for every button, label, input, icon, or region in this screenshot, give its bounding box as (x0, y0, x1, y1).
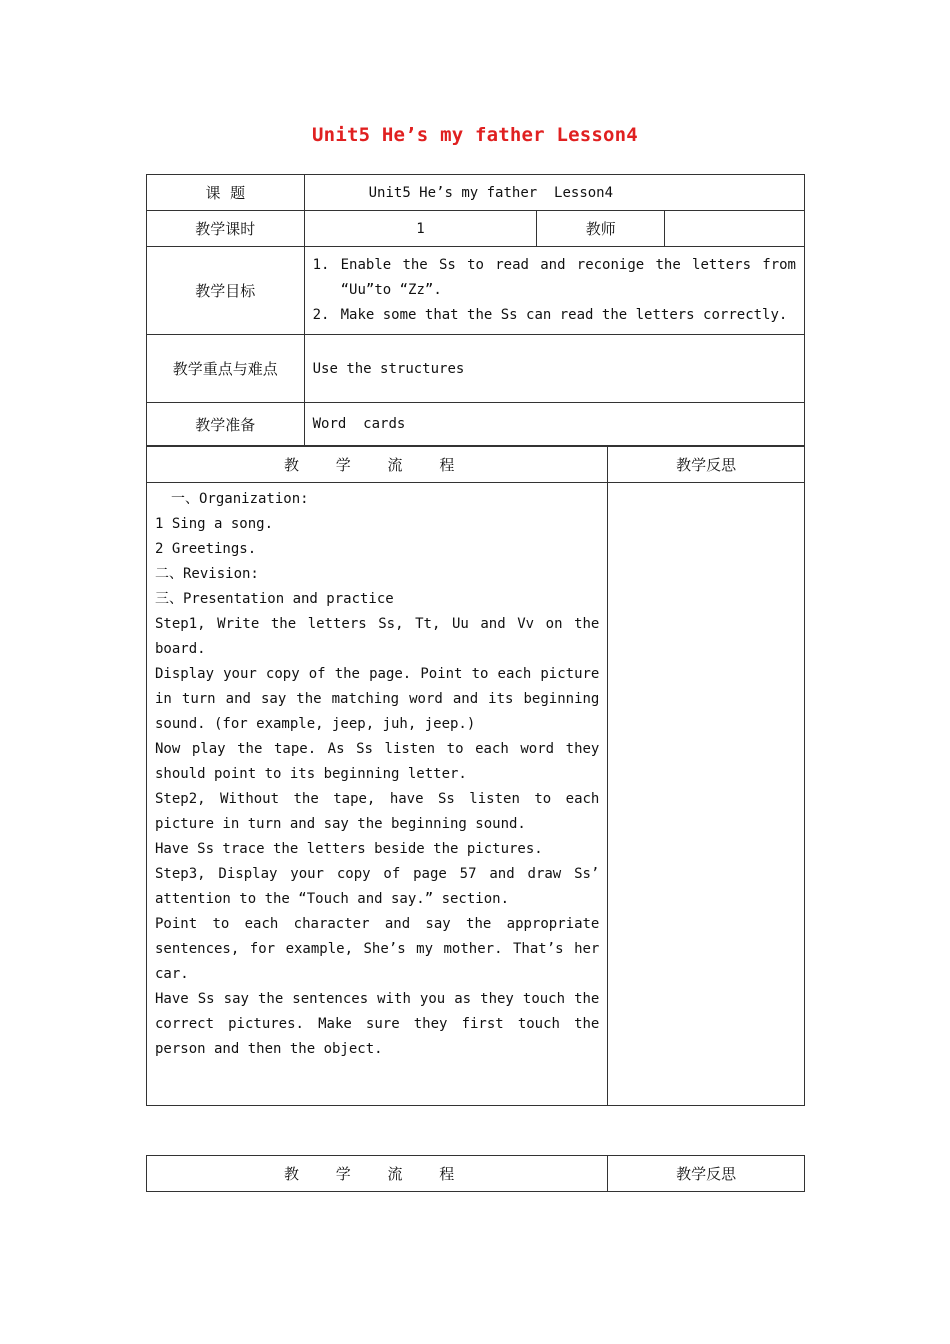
goals-label: 教学目标 (147, 247, 305, 335)
flow-line: Now play the tape. As Ss listen to each word they should point to its beginning letter. (155, 741, 600, 782)
teacher-value (665, 211, 805, 247)
topic-label: 课 题 (147, 175, 305, 211)
flow-line: Point to each character and say the appropriate sentences, for example, She’s my mother. That’s her car. (155, 916, 600, 982)
page-title: Unit5 He’s my father Lesson4 (312, 124, 638, 146)
reflection-content (608, 483, 805, 1106)
goals-cell (304, 247, 804, 335)
flow-line: Step3, Display your copy of page 57 and draw Ss’ attention to the “Touch and say.” section. (155, 866, 600, 907)
period-label: 教学课时 (147, 211, 305, 247)
teaching-flow-table-2 (146, 1155, 805, 1192)
teacher-label: 教师 (537, 211, 665, 247)
flow-line: 二、Revision: (155, 566, 259, 582)
flow-line: 三、Presentation and practice (155, 591, 394, 607)
flow-line: 2 Greetings. (155, 541, 257, 557)
flow-line: 1 Sing a song. (155, 516, 274, 532)
goal-number: 1. (312, 257, 330, 273)
flow-line: Have Ss say the sentences with you as they touch the correct pictures. Make sure they first touch the person and then the object. (155, 991, 600, 1057)
goal-text: Enable the Ss to read and reconige the letters from “Uu”to “Zz”. (340, 257, 796, 298)
flow-line: Have Ss trace the letters beside the pictures. (155, 841, 543, 857)
prep-value: Word cards (304, 403, 804, 446)
period-value: 1 (304, 211, 537, 247)
teaching-flow-table (146, 446, 805, 1106)
flow-line: Step2, Without the tape, have Ss listen to each picture in turn and say the beginning sound. (155, 791, 600, 832)
reflection-header: 教学反思 (608, 1156, 805, 1192)
flow-content (147, 483, 608, 1106)
flow-line: Step1, Write the letters Ss, Tt, Uu and Vv on the board. (155, 616, 600, 657)
prep-label: 教学准备 (147, 403, 305, 446)
flow-line: Display your copy of the page. Point to each picture in turn and say the matching word and its beginning sound. (for example, jeep, juh, jeep.) (155, 666, 600, 732)
keypoints-value: Use the structures (304, 335, 804, 403)
reflection-header: 教学反思 (608, 447, 805, 483)
flow-line: 一、Organization: (171, 491, 309, 507)
topic-value: Unit5 He’s my father Lesson4 (304, 175, 804, 211)
goal-number: 2. (312, 307, 330, 323)
lesson-info-table (146, 174, 805, 446)
goal-item (313, 253, 796, 303)
goal-item (313, 303, 796, 328)
flow-header: 教 学 流 程 (147, 447, 608, 483)
flow-header: 教 学 流 程 (147, 1156, 608, 1192)
goal-text: Make some that the Ss can read the letters correctly. (340, 307, 788, 323)
keypoints-label: 教学重点与难点 (147, 335, 305, 403)
